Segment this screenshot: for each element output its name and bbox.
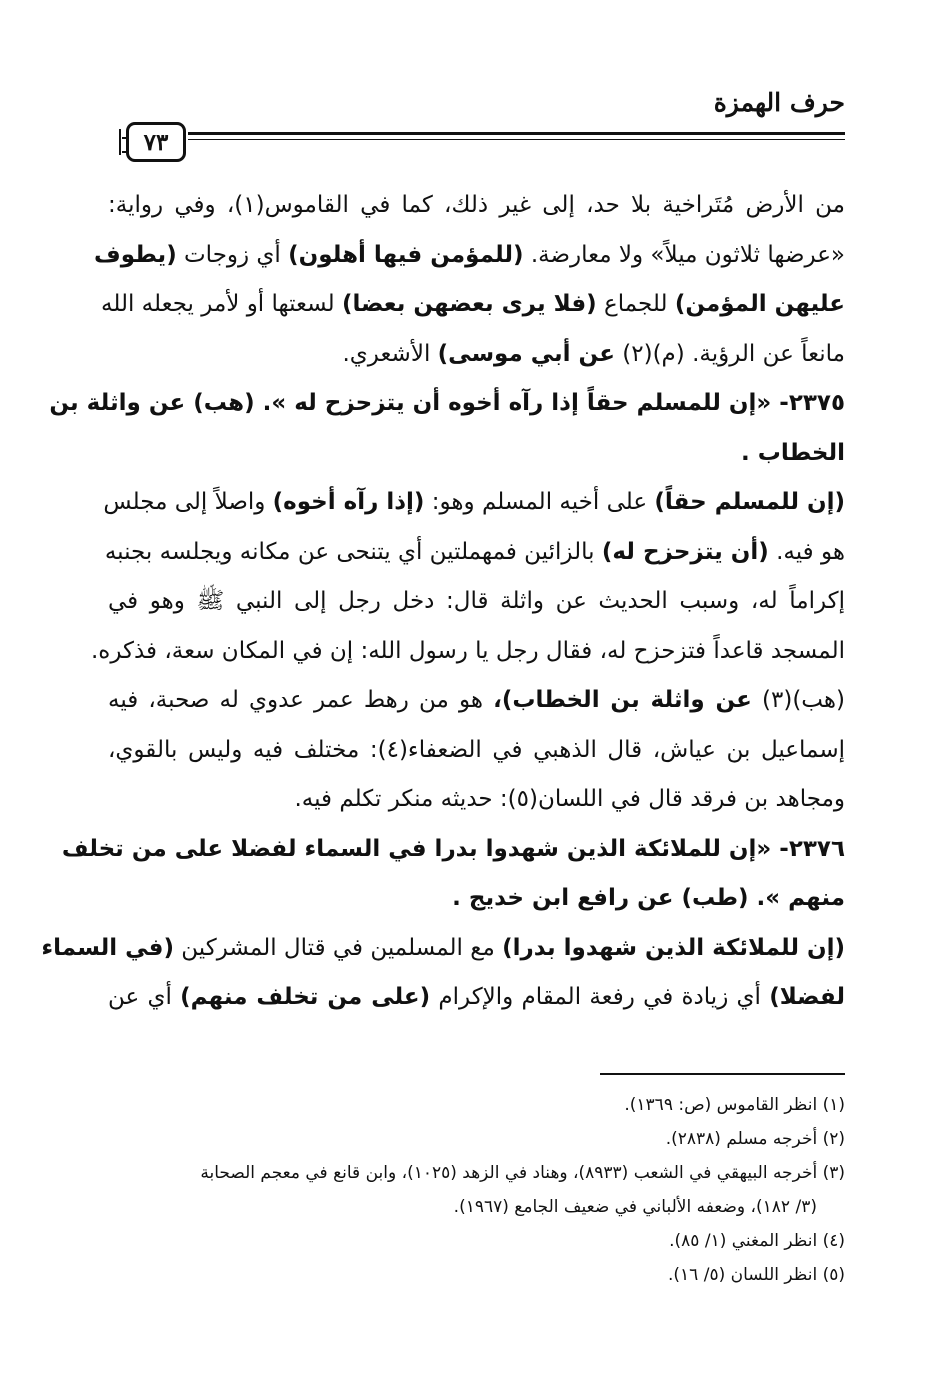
- page-number-text: ٧٣: [143, 128, 169, 156]
- text-run: (على من تخلف منهم): [180, 984, 431, 1010]
- footnote-3: (٣) أخرجه البيهقي في الشعب (٨٩٣٣)، وهناد في الزهد (١٠٢٥)، وابن قانع في معجم الصحابة: [200, 1163, 845, 1183]
- footnote-4: (٤) انظر المغني (١/ ٨٥).: [669, 1231, 845, 1251]
- footnote-3-continued: (٣/ ١٨٢)، وضعفه الألباني في ضعيف الجامع (١٩٦٧).: [453, 1197, 817, 1217]
- header-rule-thin: [188, 139, 845, 140]
- text-line: مانعاً عن الرؤية. (م)(٢) عن أبي موسى) الأشعري.: [342, 341, 845, 367]
- text-line: من الأرض مُتَراخية بلا حد، إلى غير ذلك، كما في القاموس(١)، وفي رواية:: [108, 192, 845, 218]
- footnote-5: (٥) انظر اللسان (٥/ ١٦).: [668, 1265, 845, 1285]
- text-line: إسماعيل بن عياش، قال الذهبي في الضعفاء(٤): مختلف فيه وليس بالقوي،: [108, 737, 845, 763]
- text-line: [108, 972, 845, 1022]
- text-line: ومجاهد بن فرقد قال في اللسان(٥): حديثه منكر تكلم فيه.: [294, 786, 845, 812]
- text-line: (هب)(٣) عن واثلة بن الخطاب)، هو من رهط عمر عدوي له صحبة، فيه: [108, 687, 845, 713]
- text-run: أي عن: [108, 984, 172, 1010]
- text-run: أي زيادة في رفعة المقام والإكرام: [438, 984, 761, 1010]
- text-line: المسجد قاعداً فتزحزح له، فقال رجل يا رسول الله: إن في المكان سعة، فذكره.: [90, 638, 845, 664]
- hadith-2376-line: منهم ». (طب) عن رافع ابن خديج .: [452, 885, 845, 911]
- text-run: لفضلا): [769, 984, 846, 1010]
- text-line: (إن للملائكة الذين شهدوا بدرا) مع المسلمين في قتال المشركين (في السماء: [41, 935, 845, 961]
- footnote-2: (٢) أخرجه مسلم (٢٨٣٨).: [665, 1129, 845, 1149]
- hadith-2376-line: ٢٣٧٦- «إن للملائكة الذين شهدوا بدرا في السماء لفضلا على من تخلف: [61, 836, 845, 862]
- chapter-title: حرف الهمزة: [713, 88, 845, 117]
- footnote-separator: [600, 1073, 845, 1075]
- hadith-2375-line: الخطاب .: [741, 440, 845, 466]
- text-line: عليهن المؤمن) للجماع (فلا يرى بعضهن بعضا) لسعتها أو لأمر يجعله الله: [101, 291, 845, 317]
- page-number: [126, 122, 186, 162]
- text-line: (إن للمسلم حقاً) على أخيه المسلم وهو: (إذا رآه أخوه) واصلاً إلى مجلس: [103, 489, 845, 515]
- footnote-1: (١) انظر القاموس (ص: ١٣٦٩).: [624, 1095, 845, 1115]
- text-line: هو فيه. (أن يتزحزح له) بالزائين فمهملتين أي يتنحى عن مكانه ويجلسه بجنبه: [104, 539, 845, 565]
- text-line: إكراماً له، وسبب الحديث عن واثلة قال: دخل رجل إلى النبي ﷺ وهو في: [108, 588, 845, 614]
- hadith-2375-line: ٢٣٧٥- «إن للمسلم حقاً إذا رآه أخوه أن يتزحزح له ». (هب) عن واثلة بن: [49, 390, 845, 416]
- text-line: «عرضها ثلاثون ميلاً» ولا معارضة. (للمؤمن فيها أهلون) أي زوجات (يطوف: [94, 242, 845, 268]
- header-rule-thick: [188, 132, 845, 135]
